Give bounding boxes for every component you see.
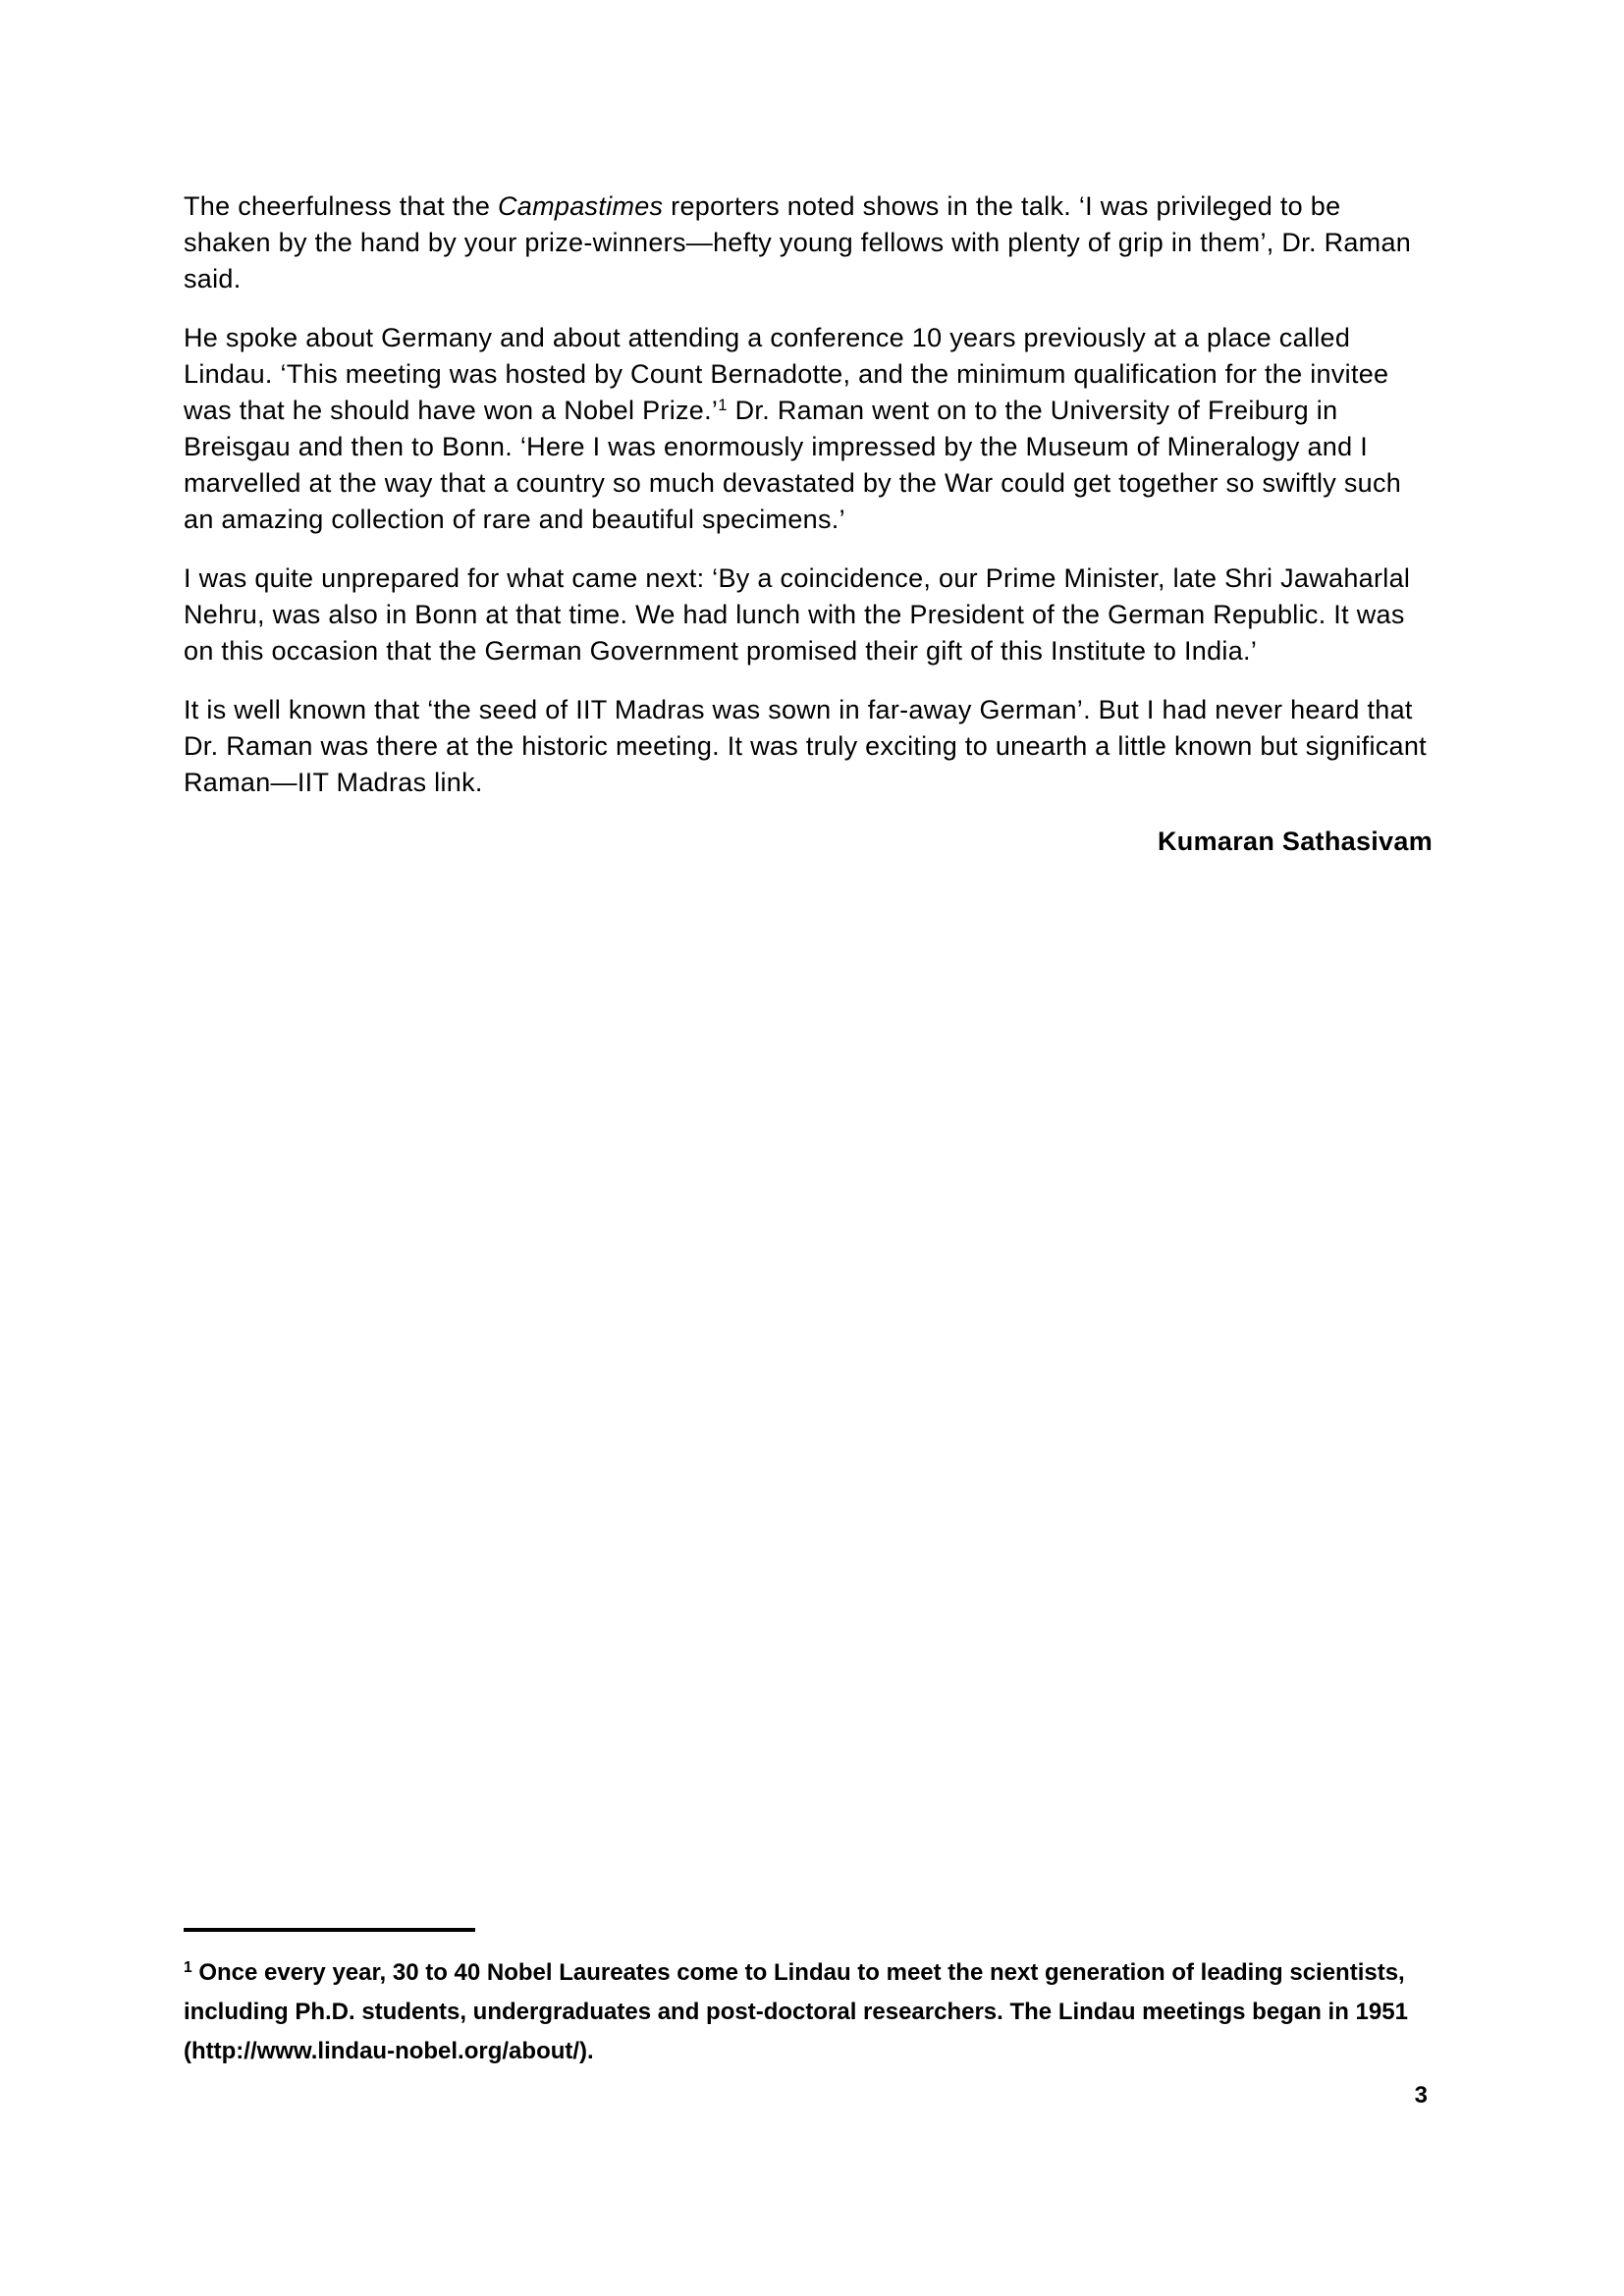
article-body xyxy=(184,188,1433,860)
publication-name-italic: Campastimes xyxy=(498,191,664,221)
paragraph-2 xyxy=(184,320,1433,538)
footnote-body: Once every year, 30 to 40 Nobel Laureates come to Lindau to meet the next generation of leading scientists, including Ph.D. students, undergraduates and post-doctoral researchers. The Lindau meetings began in 1951 (http://www.lindau-nobel.org/about/). xyxy=(184,1959,1408,2064)
page-number: 3 xyxy=(1414,2082,1428,2109)
paragraph-1 xyxy=(184,188,1433,297)
footnote-marker: 1 xyxy=(184,1959,192,1976)
paragraph-3: I was quite unprepared for what came next: ‘By a coincidence, our Prime Minister, late Shri Jawaharlal Nehru, was also in Bonn at that time. We had lunch with the President of the German Republic. It was on this occasion that the German Government promised their gift of this Institute to India.’ xyxy=(184,563,1411,666)
p2-text-after-footnote-ref: Dr. Raman went on to the University of Freiburg in Breisgau and then to Bonn. ‘Here I was enormously impressed by the Museum of Mineralogy and I marvelled at the way that a country so much devastated by the War could get together so swiftly such an amazing collection of rare and beautiful specimens.’ xyxy=(184,396,1402,534)
p1-text-lead: The cheerfulness that the xyxy=(184,191,498,221)
paragraph-4: It is well known that ‘the seed of IIT Madras was sown in far-away German’. But I had never heard that Dr. Raman was there at the historic meeting. It was truly exciting to unearth a little known but significant Raman—IIT Madras link. xyxy=(184,695,1427,797)
p1-text-rest: reporters noted shows in the talk. ‘I was privileged to be shaken by the hand by your prize-winners—hefty young fellows with plenty of grip in them’, Dr. Raman said. xyxy=(184,191,1412,294)
author-byline: Kumaran Sathasivam xyxy=(1157,827,1433,856)
footnote-reference-marker: 1 xyxy=(718,396,728,414)
footnote-text xyxy=(184,1953,1433,2071)
footnote-section xyxy=(184,1928,1433,2071)
p2-text-before-footnote-ref: He spoke about Germany and about attending a conference 10 years previously at a place called Lindau. ‘This meeting was hosted by Count Bernadotte, and the minimum qualification for the invitee was that he should have won a Nobel Prize.’ xyxy=(184,323,1389,425)
footnote-separator-rule xyxy=(184,1928,475,1932)
